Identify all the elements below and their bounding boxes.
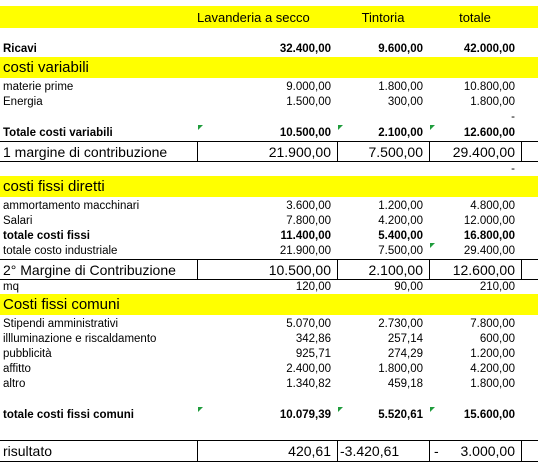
row-totale-costi-variabili xyxy=(0,125,538,140)
risultato-totale[interactable] xyxy=(429,441,521,461)
altro-lavanderia[interactable]: 1.340,82 xyxy=(286,377,331,390)
row-salari xyxy=(0,213,538,228)
stipendi-tintoria[interactable]: 2.730,00 xyxy=(378,317,423,330)
pubblicita-lavanderia[interactable]: 925,71 xyxy=(295,347,331,360)
margine-1-edge xyxy=(521,142,538,161)
margine-1-tintoria[interactable]: 7.500,00 xyxy=(337,142,429,161)
mq-lavanderia[interactable]: 120,00 xyxy=(295,281,331,293)
row-totale-costi-fissi xyxy=(0,228,538,243)
row-totale-costi-fissi-comuni xyxy=(0,407,538,423)
dash-2-totale[interactable]: - xyxy=(511,163,515,175)
label-illuminazione[interactable]: illluminazione e riscaldamento xyxy=(3,332,157,345)
header-lavanderia[interactable]: Lavanderia a secco xyxy=(197,9,310,25)
tcv-tintoria[interactable]: 2.100,00 xyxy=(378,126,423,139)
dash-1-totale[interactable]: - xyxy=(511,110,515,123)
illuminazione-totale[interactable]: 600,00 xyxy=(479,332,515,345)
tcf-tintoria[interactable]: 5.400,00 xyxy=(378,229,423,242)
tcfc-totale[interactable]: 15.600,00 xyxy=(463,409,515,421)
tcfc-lavanderia[interactable]: 10.079,39 xyxy=(279,409,331,421)
margine-2-lavanderia[interactable]: 10.500,00 xyxy=(197,260,337,279)
comment-marker xyxy=(430,243,435,248)
label-costi-variabili[interactable]: costi variabili xyxy=(3,59,89,76)
header-blank xyxy=(0,6,197,28)
ammortamento-tintoria[interactable]: 1.200,00 xyxy=(378,199,423,212)
tcfc-tintoria[interactable]: 5.520,61 xyxy=(378,409,423,421)
mq-totale[interactable]: 210,00 xyxy=(479,281,515,293)
illuminazione-tintoria[interactable]: 257,14 xyxy=(387,332,423,345)
row-risultato xyxy=(0,440,538,462)
label-margine-1[interactable]: 1 margine di contribuzione xyxy=(3,143,168,160)
salari-tintoria[interactable]: 4.200,00 xyxy=(378,214,423,227)
comment-marker xyxy=(430,125,435,130)
materie-prime-lavanderia[interactable]: 9.000,00 xyxy=(286,80,331,93)
row-materie-prime xyxy=(0,79,538,94)
header-totale[interactable]: totale xyxy=(459,9,491,25)
risultato-edge xyxy=(521,441,538,461)
ammortamento-lavanderia[interactable]: 3.600,00 xyxy=(286,199,331,212)
label-costi-fissi-comuni[interactable]: Costi fissi comuni xyxy=(3,296,120,313)
row-dash-2 xyxy=(0,162,538,176)
comment-marker xyxy=(338,407,343,412)
tci-lavanderia[interactable]: 21.900,00 xyxy=(279,244,331,257)
label-totale-costi-fissi-comuni[interactable]: totale costi fissi comuni xyxy=(3,409,134,421)
section-costi-variabili xyxy=(0,57,538,78)
row-dash-1 xyxy=(0,109,538,124)
label-totale-costi-variabili[interactable]: Totale costi variabili xyxy=(3,126,113,139)
section-costi-fissi-diretti xyxy=(0,176,538,197)
row-pubblicita xyxy=(0,346,538,361)
affitto-lavanderia[interactable]: 2.400,00 xyxy=(286,362,331,375)
ricavi-lavanderia[interactable]: 32.400,00 xyxy=(279,42,331,55)
row-altro xyxy=(0,376,538,391)
affitto-tintoria[interactable]: 1.800,00 xyxy=(378,362,423,375)
label-altro[interactable]: altro xyxy=(3,377,26,390)
energia-tintoria[interactable]: 300,00 xyxy=(387,95,423,108)
altro-tintoria[interactable]: 459,18 xyxy=(387,377,423,390)
pubblicita-totale[interactable]: 1.200,00 xyxy=(470,347,515,360)
header-row xyxy=(0,6,538,28)
comment-marker xyxy=(338,125,343,130)
label-totale-costo-industriale[interactable]: totale costo industriale xyxy=(3,244,118,257)
salari-totale[interactable]: 12.000,00 xyxy=(463,214,515,227)
illuminazione-lavanderia[interactable]: 342,86 xyxy=(295,332,331,345)
comment-marker xyxy=(198,407,203,412)
ricavi-totale[interactable]: 42.000,00 xyxy=(463,42,515,55)
row-margine-1 xyxy=(0,141,538,162)
row-illuminazione xyxy=(0,331,538,346)
mq-tintoria[interactable]: 90,00 xyxy=(394,281,423,293)
stipendi-lavanderia[interactable]: 5.070,00 xyxy=(286,317,331,330)
altro-totale[interactable]: 1.800,00 xyxy=(470,377,515,390)
tcv-lavanderia[interactable]: 10.500,00 xyxy=(279,126,331,139)
label-totale-costi-fissi[interactable]: totale costi fissi xyxy=(3,229,90,242)
row-ammortamento xyxy=(0,198,538,213)
margine-2-totale[interactable]: 12.600,00 xyxy=(429,260,521,279)
tcf-totale[interactable]: 16.800,00 xyxy=(463,229,515,242)
risultato-lavanderia[interactable]: 420,61 xyxy=(197,441,337,461)
label-stipendi[interactable]: Stipendi amministrativi xyxy=(3,317,119,330)
margine-1-totale[interactable]: 29.400,00 xyxy=(429,142,521,161)
label-energia[interactable]: Energia xyxy=(3,95,43,108)
ammortamento-totale[interactable]: 4.800,00 xyxy=(470,199,515,212)
label-materie-prime[interactable]: materie prime xyxy=(3,80,74,93)
label-ricavi[interactable]: Ricavi xyxy=(3,42,37,55)
salari-lavanderia[interactable]: 7.800,00 xyxy=(286,214,331,227)
tci-totale[interactable]: 29.400,00 xyxy=(463,244,515,257)
tcf-lavanderia[interactable]: 11.400,00 xyxy=(280,229,331,242)
tcv-totale[interactable]: 12.600,00 xyxy=(463,126,515,139)
label-pubblicita[interactable]: pubblicità xyxy=(3,347,52,360)
label-risultato[interactable]: risultato xyxy=(3,443,53,459)
label-ammortamento[interactable]: ammortamento macchinari xyxy=(3,199,140,212)
label-mq[interactable]: mq xyxy=(3,281,19,293)
affitto-totale[interactable]: 4.200,00 xyxy=(470,362,515,375)
row-stipendi xyxy=(0,316,538,331)
materie-prime-tintoria[interactable]: 1.800,00 xyxy=(378,80,423,93)
risultato-tintoria[interactable]: -3.420,61 xyxy=(337,441,429,461)
comment-marker xyxy=(198,125,203,130)
row-ricavi xyxy=(0,41,538,56)
margine-2-edge xyxy=(521,260,538,279)
label-salari[interactable]: Salari xyxy=(3,214,33,227)
row-affitto xyxy=(0,361,538,376)
header-tintoria[interactable]: Tintoria xyxy=(361,9,405,25)
margine-2-tintoria[interactable]: 2.100,00 xyxy=(337,260,429,279)
comment-marker xyxy=(430,407,435,412)
margine-1-lavanderia[interactable]: 21.900,00 xyxy=(197,142,337,161)
risultato-totale-sign: - xyxy=(434,443,439,459)
pubblicita-tintoria[interactable]: 274,29 xyxy=(387,347,423,360)
risultato-totale-value: 3.000,00 xyxy=(460,443,515,459)
row-energia xyxy=(0,94,538,109)
row-mq xyxy=(0,280,538,294)
stipendi-totale[interactable]: 7.800,00 xyxy=(470,317,515,330)
section-costi-fissi-comuni xyxy=(0,294,538,315)
label-affitto[interactable]: affitto xyxy=(3,362,31,375)
label-margine-2[interactable]: 2° Margine di Contribuzione xyxy=(3,261,176,278)
energia-lavanderia[interactable]: 1.500,00 xyxy=(286,95,331,108)
energia-totale[interactable]: 1.800,00 xyxy=(470,95,515,108)
ricavi-tintoria[interactable]: 9.600,00 xyxy=(378,42,423,55)
tci-tintoria[interactable]: 7.500,00 xyxy=(378,244,423,257)
row-totale-costo-industriale xyxy=(0,243,538,258)
row-margine-2 xyxy=(0,259,538,280)
label-costi-fissi-diretti[interactable]: costi fissi diretti xyxy=(3,178,105,195)
materie-prime-totale[interactable]: 10.800,00 xyxy=(463,80,515,93)
